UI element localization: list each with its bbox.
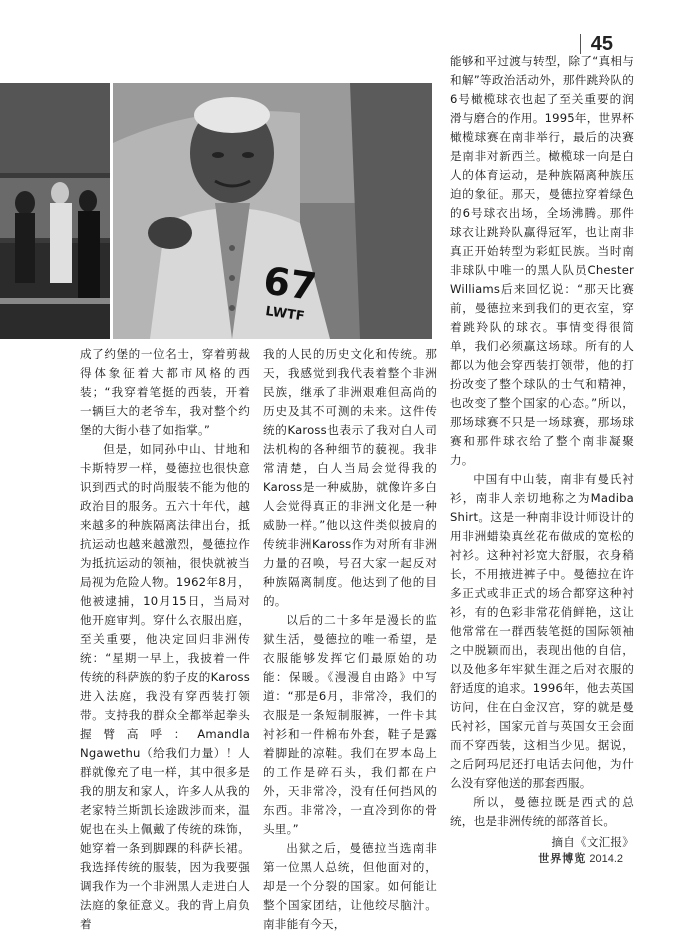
- jersey-text: LWTF: [264, 304, 306, 325]
- article-source: 摘自《文汇报》: [551, 835, 634, 849]
- paragraph: 成了约堡的一位名士，穿着剪裁得体象征着大都市风格的西装；“我穿着笔挺的西装，开着一辆巨大的老爷车，我对整个约堡的大街小巷了如指掌。”: [80, 347, 250, 437]
- column-2: [263, 345, 437, 934]
- paragraph: 能够和平过渡与转型，除了“真相与和解”等政治活动外，那件跳羚队的6号橄榄球衣也起了至关重要的润滑与磨合的作用。1995年，世界杯橄榄球赛在南非举行，最后的决赛是南非对新西兰。橄榄球一向是白人的体育运动，是种族隔离种族压迫的象征。那天，曼德拉穿着绿色的6号球衣出场，全场沸腾。那件球衣让跳羚队赢得冠军，也让南非真正开始转型为彩虹民族。当时南非球队中唯一的黑人队员Chester Williams后来回忆说：“那天比赛前，曼德拉来到我们的更衣室，穿着跳羚队的球衣。事情变得很简单，我们必须赢这场球。所有的人都以为他会穿西装打领带，他的打扮改变了整个球队的士气和精神，也改变了整个国家的心态。”所以，那场球赛不只是一场球赛，那场球赛和那件球衣给了整个南非凝聚力。: [450, 54, 634, 467]
- paragraph: 所以，曼德拉既是西式的总统，也是非洲传统的部落首长。: [450, 795, 634, 828]
- mandela-photo: [0, 83, 432, 339]
- page-number: 45: [580, 34, 613, 54]
- column-1: [80, 345, 250, 934]
- photo-illustration: [0, 83, 432, 339]
- paragraph: 但是，如同孙中山、甘地和卡斯特罗一样，曼德拉也很快意识到西式的时尚服装不能为他的政治目的服务。五六十年代，越来越多的种族隔离法律出台，抵抗运动也越来越激烈，曼德拉作为抵抗运动的领袖，很快就被当局视为危险人物。1962年8月，他被逮捕，10月15日，当局对他开庭审判。穿什么衣服出庭，至关重要，他决定回归非洲传统：“星期一早上，我披着一件传统的科萨族的豹子皮的Kaross进入法庭，我没有穿西装打领带。支持我的群众全都举起拳头握臂高呼：Amandla Ngawethu（给我们力量）！人群就像充了电一样，其中很多是我的朋友和家人，许多人从我的老家特兰斯凯长途跋涉而来，温妮也在头上佩戴了传统的珠饰，她穿着一条到脚踝的科萨长裙。我选择传统的服装，因为我要强调我作为一个非洲黑人走进白人法庭的象征意义。我的背上肩负着: [80, 442, 250, 931]
- column-3: [450, 52, 634, 852]
- paragraph: 我的人民的历史文化和传统。那天，我感觉到我代表着整个非洲民族，继承了非洲艰难但高尚的历史及其不可测的未来。这件传统的Kaross也表示了我对白人司法机构的各种细节的藐视。我非常清楚，白人当局会觉得我的Kaross是一种威胁，就像许多白人会觉得真正的非洲文化是一种威胁一样。”他以这件类似披肩的传统非洲Kaross作为对所有非洲力量的召唤，号召大家一起反对种族隔离制度。他达到了他的目的。: [263, 347, 437, 608]
- jersey-number: 67: [260, 258, 320, 310]
- paragraph: 中国有中山装，南非有曼氏衬衫，南非人亲切地称之为Madiba Shirt。这是一种南非设计师设计的用非洲蜡染真丝花布做成的宽松的衬衫。这种衬衫宽大舒服，衣身稍长，不用掖进裤子中。曼德拉在许多正式或非正式的场合都穿这种衬衫，有的色彩非常花俏鲜艳，这让他常常在一群西装笔挺的国际领袖之中脱颖而出，表现出他的自信，以及他多年牢狱生涯之后对衣服的舒适度的追求。1996年，他去英国访问，住在白金汉宫，穿的就是曼氏衬衫，国家元首与英国女王会面而不穿西装，这相当少见。据说，之后阿玛尼还打电话去问他，为什么没有穿他送的那套西服。: [450, 472, 634, 790]
- paragraph: 以后的二十多年是漫长的监狱生活，曼德拉的唯一希望，是衣服能够发挥它们最原始的功能：保暖。《漫漫自由路》中写道：“那是6月，非常冷，我们的衣服是一条短制服裤，一件卡其衬衫和一件棉布外套，鞋子是露着脚趾的凉鞋。我们在罗本岛上的工作是碎石头，我们都在户外，天非常冷，没有任何挡风的东西。非常冷，一直冷到你的骨头里。”: [263, 613, 437, 836]
- magazine-logo: 世界博览: [538, 852, 587, 865]
- paragraph: 出狱之后，曼德拉当选南非第一位黑人总统，但他面对的，却是一个分裂的国家。如何能让整个国家团结，让他绞尽脑汁。南非能有今天，: [263, 841, 437, 931]
- page-footer: [538, 850, 623, 866]
- issue-date: 2014.2: [589, 853, 623, 865]
